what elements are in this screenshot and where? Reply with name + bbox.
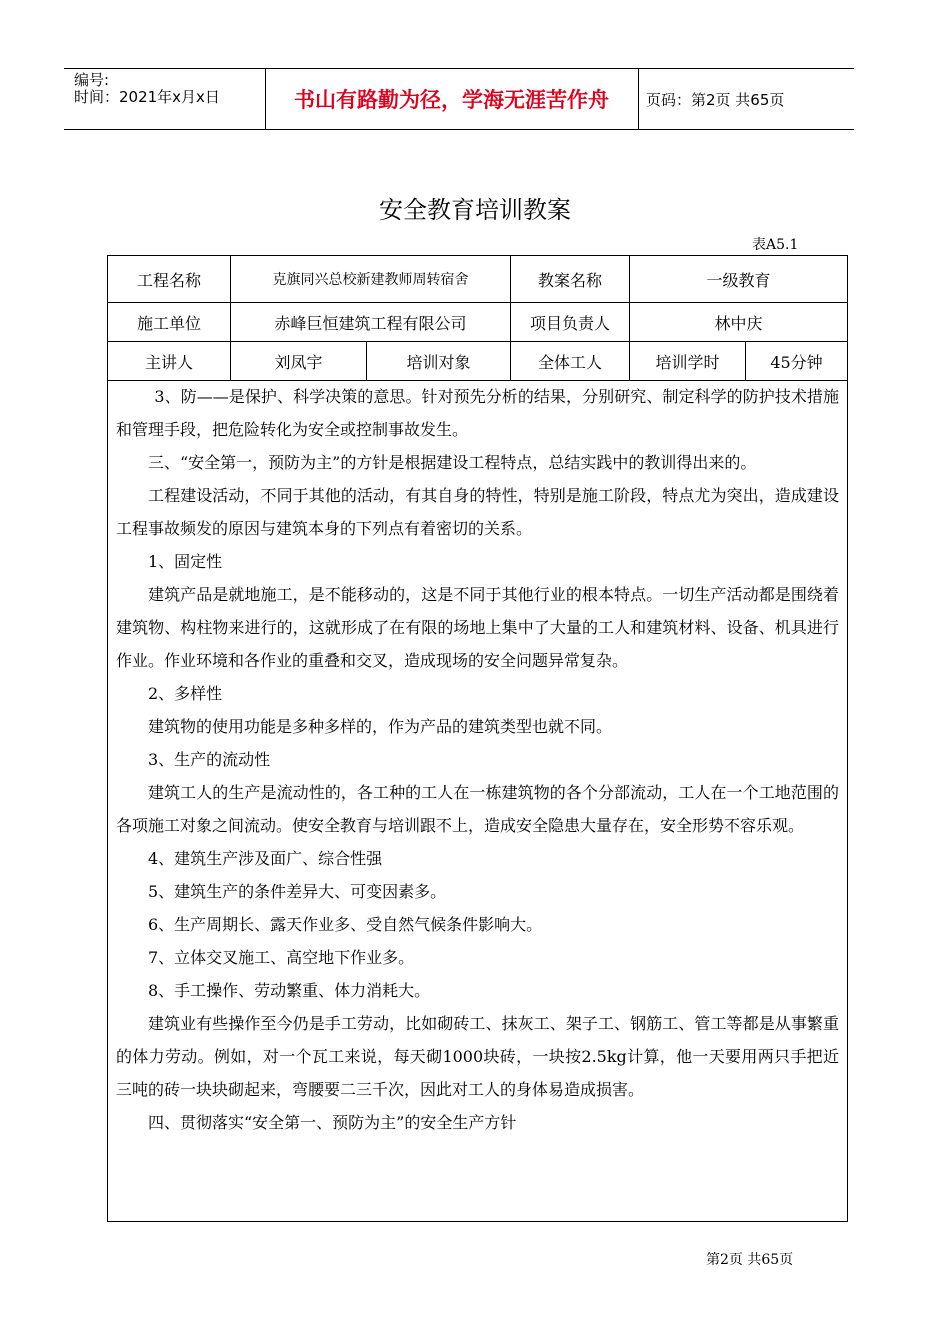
manager-value: 林中庆 (714, 313, 763, 333)
table-number: 表A5.1 (752, 237, 799, 253)
audience-label: 培训对象 (367, 342, 511, 380)
paragraph: 建筑产品是就地施工，是不能移动的，这是不同于其他行业的根本特点。一切生产活动都是围绕着建筑物、构柱物来进行的，这就形成了在有限的场地上集中了大量的工人和建筑材料、设备、机具进行作业。作业环境和各作业的重叠和交叉，造成现场的安全问题异常复杂。 (116, 585, 839, 670)
paragraph: 6、生产周期长、露天作业多、受自然气候条件影响大。 (148, 915, 543, 934)
paragraph: 1、固定性 (148, 552, 223, 571)
project-name-value: 克旗同兴总校新建教师周转宿舍 (231, 256, 511, 302)
time-label: 时间：2021年x月x日 (74, 88, 220, 106)
paragraph: 四、贯彻落实“安全第一、预防为主”的安全生产方针 (148, 1113, 517, 1132)
header-motto: 书山有路勤为径，学海无涯苦作舟 (265, 69, 639, 129)
paragraph: 建筑业有些操作至今仍是手工劳动，比如砌砖工、抹灰工、架子工、钢筋工、管工等都是从事繁重的体力劳动。例如，对一个瓦工来说，每天砌1000块砖，一块按2.5kg计算，他一天要用两只手把近三吨的砖一块块砌起来，弯腰要二三千次，因此对工人的身体易造成损害。 (116, 1014, 839, 1099)
hours-value: 45分钟 (770, 352, 823, 372)
hours-label: 培训学时 (630, 342, 746, 380)
contractor-value: 赤峰巨恒建筑工程有限公司 (231, 303, 511, 341)
page-footer: 第2页 共65页 (706, 1252, 794, 1268)
lecturer-value: 刘凤宇 (231, 342, 367, 380)
plan-name-label: 教案名称 (511, 256, 630, 302)
manager-label: 项目负责人 (511, 303, 630, 341)
paragraph: 7、立体交叉施工、高空地下作业多。 (148, 948, 415, 967)
lecturer-label: 主讲人 (108, 342, 231, 380)
table-row (108, 342, 847, 381)
paragraph: 建筑物的使用功能是多种多样的，作为产品的建筑类型也就不同。 (148, 717, 613, 736)
paragraph: 工程建设活动，不同于其他的活动，有其自身的特性，特别是施工阶段，特点尤为突出，造成建设工程事故频发的原因与建筑本身的下列点有着密切的关系。 (116, 486, 839, 538)
paragraph: 8、手工操作、劳动繁重、体力消耗大。 (148, 981, 431, 1000)
lesson-content (108, 380, 847, 1139)
document-title: 安全教育培训教案 (379, 196, 571, 224)
plan-name-value: 一级教育 (706, 270, 771, 290)
paragraph: 建筑工人的生产是流动性的，各工种的工人在一栋建筑物的各个分部流动，工人在一个工地范围的各项施工对象之间流动。使安全教育与培训跟不上，造成安全隐患大量存在，安全形势不容乐观。 (116, 783, 839, 835)
paragraph: 4、建筑生产涉及面广、综合性强 (148, 849, 383, 868)
paragraph: 三、“安全第一，预防为主”的方针是根据建设工程特点，总结实践中的教训得出来的。 (148, 453, 757, 472)
header-meta (64, 69, 266, 129)
page-header (64, 68, 854, 130)
number-label: 编号: (74, 71, 110, 89)
header-page-info: 页码：第2页 共65页 (646, 90, 785, 109)
lesson-plan-table (107, 255, 848, 1222)
paragraph: 3、防——是保护、科学决策的意思。针对预先分析的结果，分别研究、制定科学的防护技术措施和管理手段，把危险转化为安全或控制事故发生。 (116, 387, 839, 439)
paragraph: 2、多样性 (148, 684, 223, 703)
paragraph: 5、建筑生产的条件差异大、可变因素多。 (148, 882, 447, 901)
project-name-label: 工程名称 (108, 256, 231, 302)
audience-value: 全体工人 (511, 342, 630, 380)
paragraph: 3、生产的流动性 (148, 750, 271, 769)
table-row (108, 256, 847, 303)
contractor-label: 施工单位 (108, 303, 231, 341)
table-row (108, 303, 847, 342)
